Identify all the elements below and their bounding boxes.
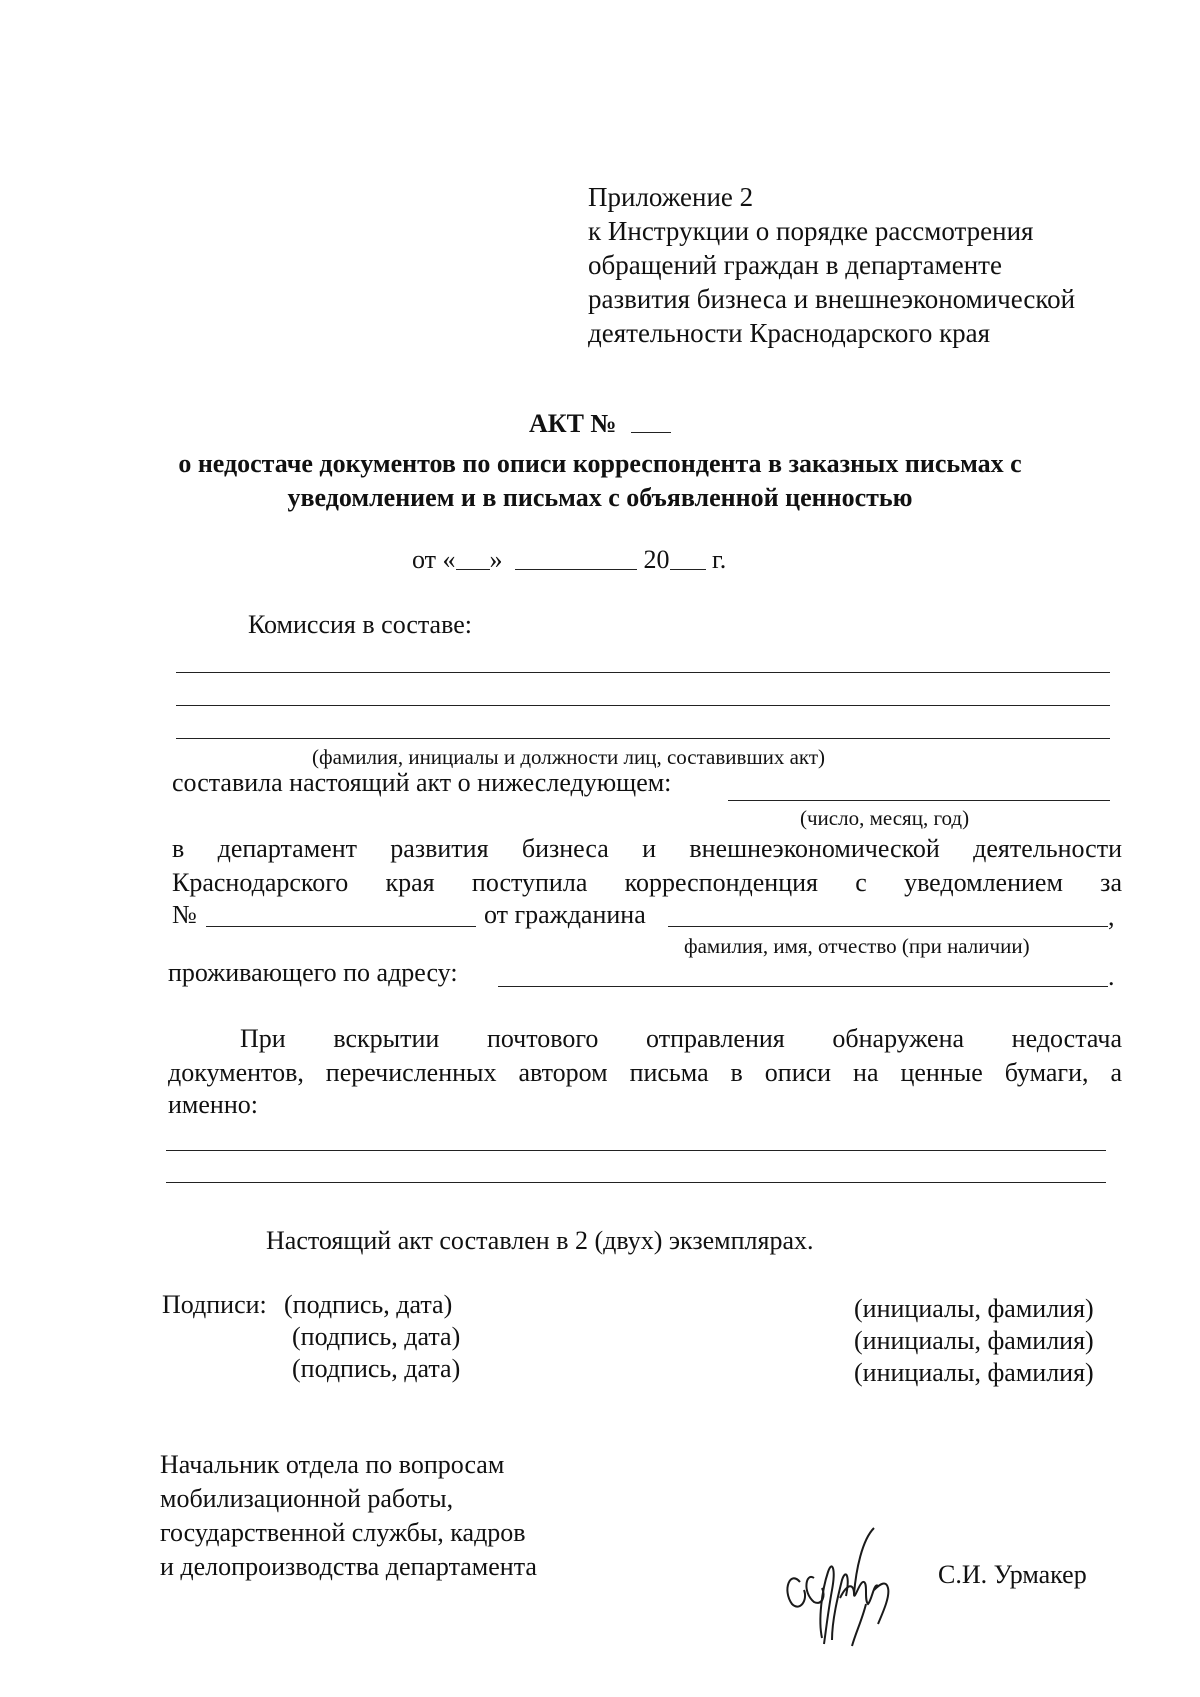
signatures-label: Подписи: xyxy=(162,1290,267,1319)
commission-line-3 xyxy=(176,738,1110,739)
fio-caption: фамилия, имя, отчество (при наличии) xyxy=(684,934,1030,958)
address-label: проживающего по адресу: xyxy=(168,958,458,987)
commission-caption: (фамилия, инициалы и должности лиц, составивших акт) xyxy=(312,745,826,769)
paragraph-line-1: в департамент развития бизнеса и внешнеэкономической деятельности xyxy=(172,834,1122,863)
act-subtitle-2: уведомлением и в письмах с объявленной ценностью xyxy=(287,483,913,512)
shortage-line-3: именно: xyxy=(168,1090,258,1119)
act-title xyxy=(0,408,1200,440)
initials-1: (инициалы, фамилия) xyxy=(854,1294,1094,1323)
number-line xyxy=(206,926,476,927)
act-number-blank xyxy=(631,408,671,433)
commission-label: Комиссия в составе: xyxy=(248,610,472,639)
position-line-2: мобилизационной работы, xyxy=(160,1484,454,1513)
position-block xyxy=(160,1448,537,1584)
appendix-line-5: деятельности Краснодарского края xyxy=(588,318,991,348)
sign-date-2: (подпись, дата) xyxy=(292,1322,461,1351)
position-line-3: государственной службы, кадров xyxy=(160,1518,526,1547)
date-quote-close: » xyxy=(489,545,503,574)
citizen-line xyxy=(668,926,1108,927)
date-line xyxy=(412,545,726,575)
sign-date-1: (подпись, дата) xyxy=(284,1290,453,1319)
act-number-label: АКТ № xyxy=(528,409,617,438)
from-citizen-label: от гражданина xyxy=(484,900,646,929)
shortage-fill-line-1 xyxy=(166,1150,1106,1151)
initials-2: (инициалы, фамилия) xyxy=(854,1326,1094,1355)
date-event-line xyxy=(728,800,1110,801)
appendix-line-2: к Инструкции о порядке рассмотрения xyxy=(588,216,1034,246)
composed-text: составила настоящий акт о нижеследующем: xyxy=(172,768,672,797)
paragraph-line-2: Краснодарского края поступила корреспонденция с уведомлением за xyxy=(172,868,1122,897)
date-event-caption: (число, месяц, год) xyxy=(800,806,970,830)
position-line-1: Начальник отдела по вопросам xyxy=(160,1450,505,1479)
commission-line-1 xyxy=(176,672,1110,673)
appendix-line-1: Приложение 2 xyxy=(588,182,754,212)
shortage-line-2: документов, перечисленных автором письма в описи на ценные бумаги, а xyxy=(168,1058,1122,1087)
copies-text: Настоящий акт составлен в 2 (двух) экземплярах. xyxy=(266,1226,814,1255)
commission-line-2 xyxy=(176,705,1110,706)
appendix-line-3: обращений граждан в департаменте xyxy=(588,250,1002,280)
shortage-line-1: При вскрытии почтового отправления обнаружена недостача xyxy=(240,1024,1122,1053)
initials-3: (инициалы, фамилия) xyxy=(854,1358,1094,1387)
year-suffix: г. xyxy=(712,545,727,574)
month-blank xyxy=(515,545,637,570)
appendix-header xyxy=(588,180,1075,350)
year-blank xyxy=(670,545,706,570)
number-sign: № xyxy=(172,900,197,929)
shortage-fill-line-2 xyxy=(166,1182,1106,1183)
signer-name: С.И. Урмакер xyxy=(938,1560,1087,1589)
address-period: . xyxy=(1108,962,1115,991)
sign-date-3: (подпись, дата) xyxy=(292,1354,461,1383)
position-line-4: и делопроизводства департамента xyxy=(160,1552,537,1581)
handwritten-signature xyxy=(770,1520,910,1650)
day-blank xyxy=(456,545,490,570)
appendix-line-4: развития бизнеса и внешнеэкономической xyxy=(588,284,1076,314)
act-subtitle-1: о недостаче документов по описи корреспондента в заказных письмах с xyxy=(178,449,1022,478)
citizen-comma: , xyxy=(1108,902,1115,931)
year-prefix: 20 xyxy=(643,545,670,574)
date-prefix: от « xyxy=(412,545,456,574)
address-line xyxy=(498,986,1108,987)
